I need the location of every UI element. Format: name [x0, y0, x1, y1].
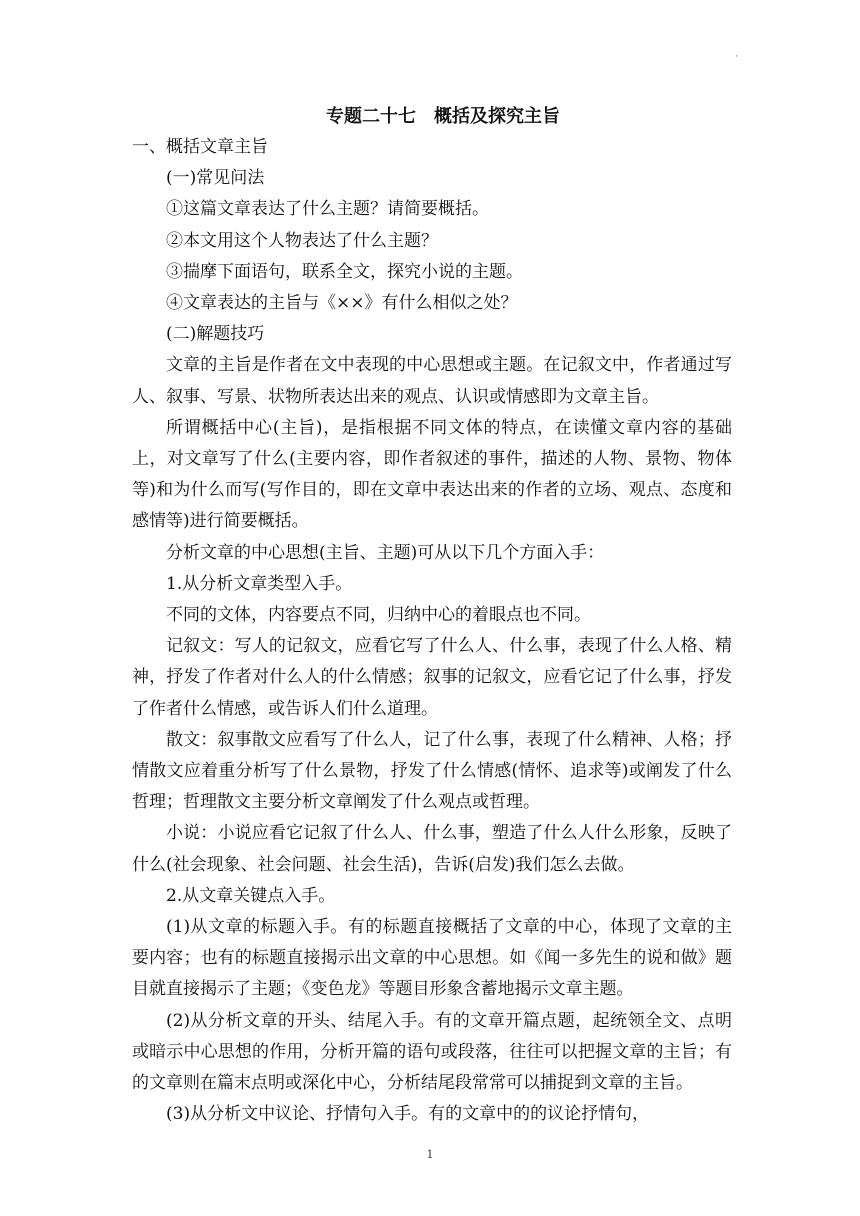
- paragraph: ③揣摩下面语句，联系全文，探究小说的主题。: [166, 261, 523, 282]
- paragraph-list: [132, 132, 732, 1131]
- paragraph: (二)解题技巧: [166, 324, 265, 345]
- paragraph: ②本文用这个人物表达了什么主题？: [166, 230, 438, 251]
- document-body: [132, 101, 732, 1131]
- header-mark: ·: [735, 52, 738, 62]
- paragraph: 散文：叙事散文应看写了什么人，记了什么事，表现了什么精神、人格；抒情散文应着重分析写了什么景物，抒发了什么情感(情怀、追求等)或阐发了什么哲理；哲理散文主要分析文章阐发了什么观点或哲理。: [132, 729, 732, 813]
- paragraph: 所谓概括中心(主旨)，是指根据不同文体的特点，在读懂文章内容的基础上，对文章写了什么(主要内容，即作者叙述的事件，描述的人物、景物、物体等)和为什么而写(写作目的，即在文章中表达出来的作者的立场、观点、态度和感情等)进行简要概括。: [132, 417, 732, 532]
- paragraph: 1.从分析文章类型入手。: [166, 573, 353, 594]
- paragraph: 一、概括文章主旨: [132, 137, 268, 157]
- paragraph: 记叙文：写人的记叙文，应看它写了什么人、什么事，表现了什么人格、精神，抒发了作者对什么人的什么情感；叙事的记叙文，应看它记了什么事，抒发了作者什么情感，或告诉人们什么道理。: [132, 636, 732, 719]
- paragraph: 小说：小说应看它记叙了什么人、什么事，塑造了什么人什么形象，反映了什么(社会现象、社会问题、社会生活)，告诉(启发)我们怎么去做。: [132, 823, 732, 875]
- paragraph: 不同的文体，内容要点不同，归纳中心的着眼点也不同。: [166, 605, 591, 626]
- paragraph: ①这篇文章表达了什么主题？请简要概括。: [166, 199, 489, 220]
- document-title: 专题二十七 概括及探究主旨: [326, 106, 560, 127]
- paragraph: (2)从分析文章的开头、结尾入手。有的文章开篇点题，起统领全文、点明或暗示中心思想的作用，分析开篇的语句或段落，往往可以把握文章的主旨；有的文章则在篇末点明或深化中心，分析结尾段常常可以捕捉到文章的主旨。: [132, 1010, 732, 1094]
- paragraph: 文章的主旨是作者在文中表现的中心思想或主题。在记叙文中，作者通过写人、叙事、写景、状物所表达出来的观点、认识或情感即为文章主旨。: [132, 355, 732, 407]
- paragraph: (1)从文章的标题入手。有的标题直接概括了文章的中心，体现了文章的主要内容；也有的标题直接揭示出文章的中心思想。如《闻一多先生的说和做》题目就直接揭示了主题；《变色龙》等题目形象含蓄地揭示文章主题。: [132, 917, 732, 1000]
- page-number: 1: [426, 1148, 434, 1161]
- paragraph: 分析文章的中心思想(主旨、主题)可从以下几个方面入手：: [166, 542, 605, 563]
- paragraph: (3)从分析文中议论、抒情句入手。有的文章中的的议论抒情句，: [166, 1104, 650, 1125]
- paragraph: (一)常见问法: [166, 168, 265, 189]
- paragraph: 2.从文章关键点入手。: [166, 885, 336, 906]
- paragraph: ④文章表达的主旨与《××》有什么相似之处？: [166, 293, 518, 314]
